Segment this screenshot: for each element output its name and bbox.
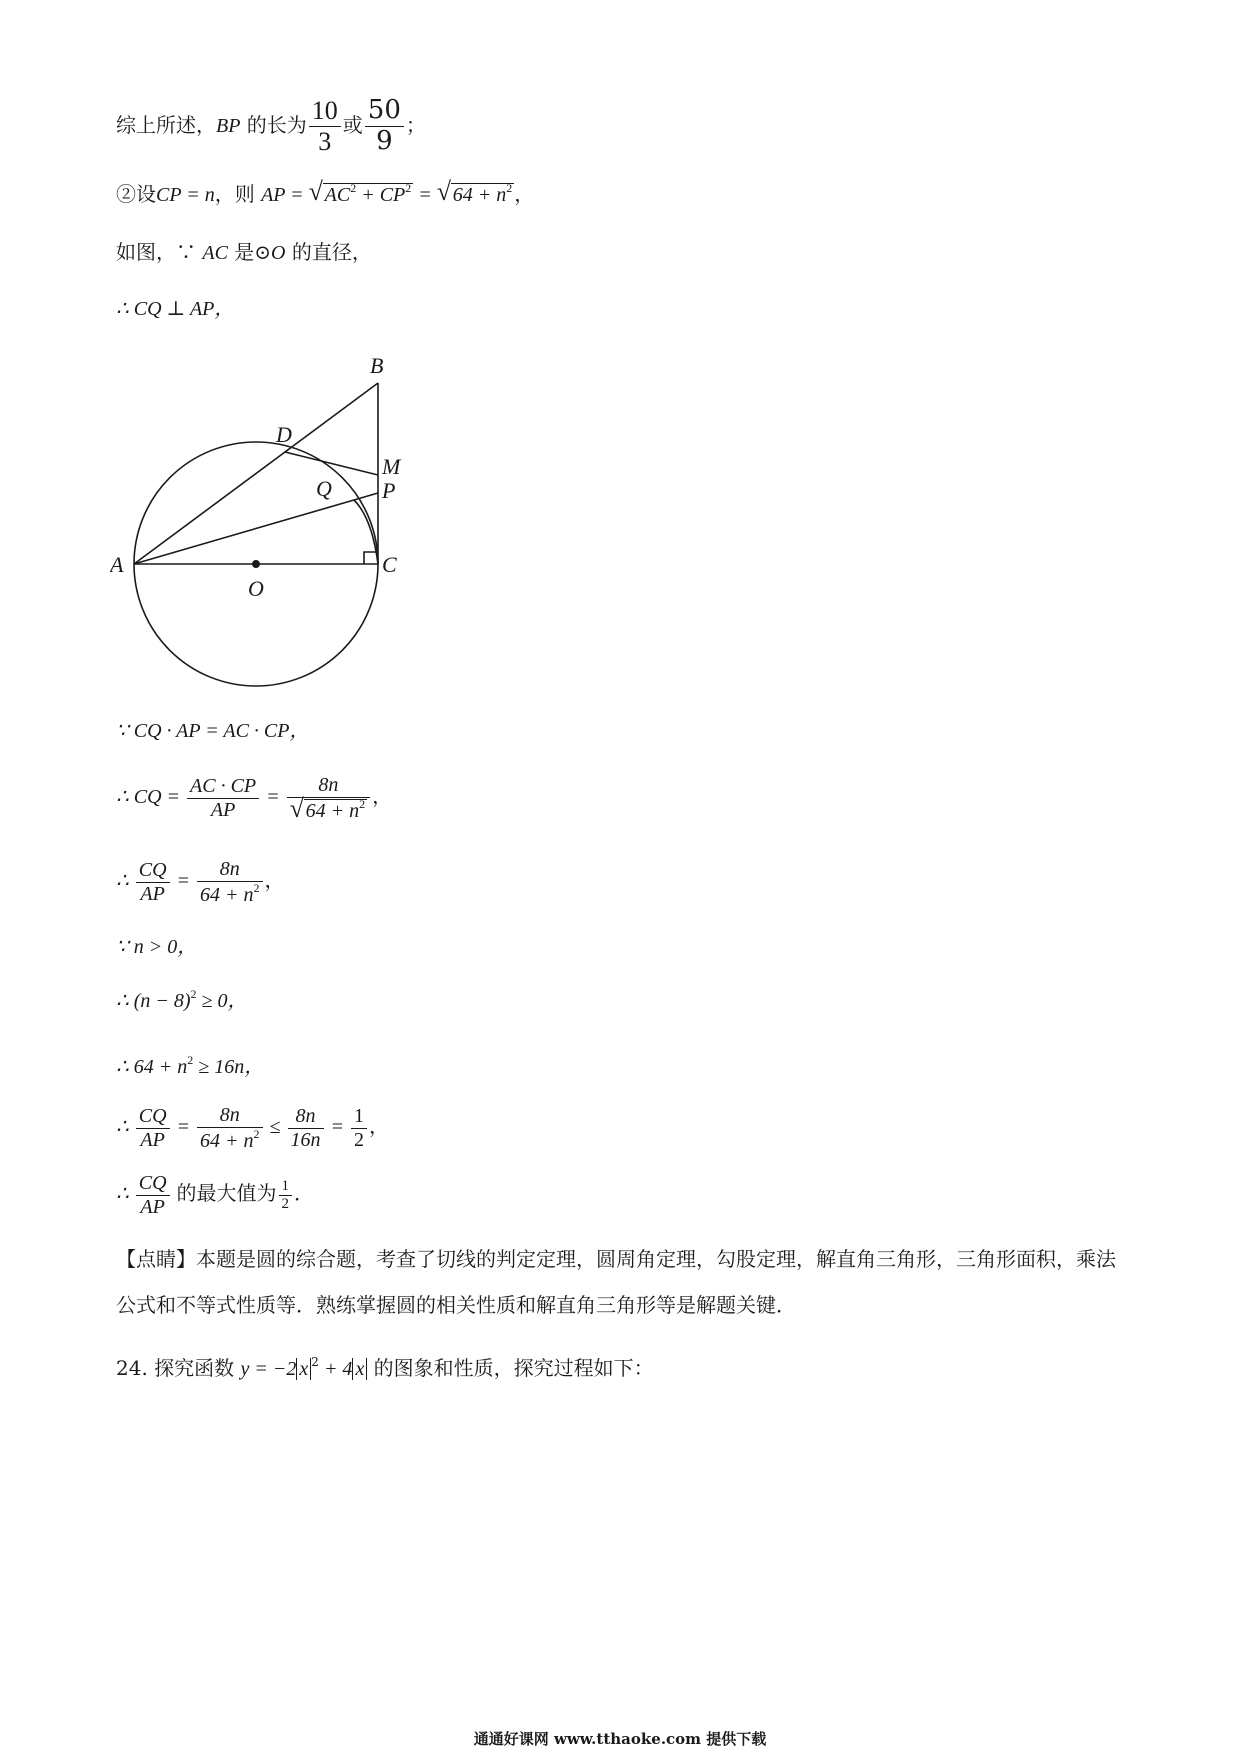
geometry-figure [110,350,430,690]
question-24: 24. 探究函数 y = −2 x $^2$ + 4 x 的图象和性质，探究过程如下： [116,1355,654,1380]
line-inequality: ∴ $64 + n^2 \ge 16n$， [116,1053,265,1078]
line-area-equality: ∵ CQ · AP = AC · CP， [116,720,310,742]
segment-ab [134,383,378,564]
footer: 通通好课网 www.tthaoke.com 提供下载 [473,1730,767,1748]
label-d: D [276,422,292,447]
line-n-positive: ∵ n > 0， [116,936,198,958]
line-summary: 综上所述，BP 的长为 $\frac{10}{3}$ 或 $\frac{50}{9}$ ； [116,95,426,156]
line-diameter: 如图，∵ AC 是⊙O 的直径， [116,240,372,264]
label-p: P [382,478,396,503]
line-set-cp: ②设CP = n，则 AP = √ $AC^2 + CP^2$ = √ $64 + n^2$ ， [116,178,534,207]
label-o: O [248,576,264,601]
line-cq-formula: ∴ CQ = $\frac{AC \cdot CP}{AP}$ = 8n √ $64 + n^2$ ， [116,774,392,823]
segment-dm [285,452,378,475]
line-ratio: ∴ $\frac{CQ}{AP}$ = $\frac{8n}{64 + n^2}$ ， [116,858,285,906]
right-angle-mark [364,552,376,564]
comment-paragraph: 【点睛】本题是圆的综合题，考查了切线的判定定理，圆周角定理，勾股定理，解直角三角形，三角形面积，乘法公式和不等式性质等．熟练掌握圆的相关性质和解直角三角形等是解题关键． [116,1247,1116,1317]
label-m: M [382,454,401,479]
label-q: Q [316,476,332,501]
line-bound: ∴ $\frac{CQ}{AP}$ = $\frac{8n}{64 + n^2}$ ≤ $\frac{8n}{16n}$ = $\frac{1}{2}$ ， [116,1104,390,1152]
center-point [252,560,260,568]
label-c: C [382,552,397,577]
line-square-nonneg: ∴ $(n - 8)^2 \ge 0$， [116,987,248,1012]
label-b: B [370,353,384,378]
line-perpendicular: ∴ CQ ⊥ AP， [116,298,235,320]
line-max-value: ∴ $\frac{CQ}{AP}$ 的最大值为 $\frac{1}{2}$ ． [116,1172,315,1218]
segment-ap [134,493,378,564]
label-a: A [110,552,124,577]
